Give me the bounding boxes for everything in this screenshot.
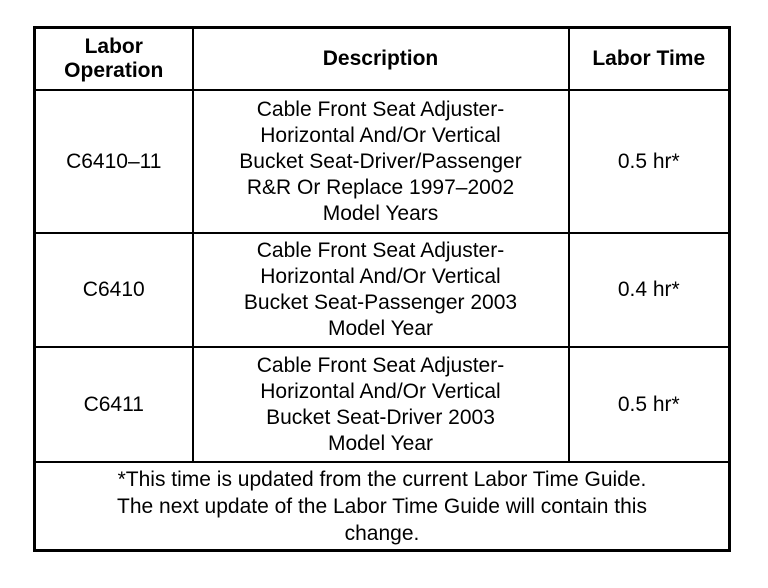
labor-time-cell: 0.4 hr*	[569, 233, 730, 347]
header-labor-time: Labor Time	[569, 28, 730, 91]
description-line: Model Years	[322, 201, 439, 225]
labor-operation-cell: C6410	[35, 233, 193, 347]
footnote-line: The next update of the Labor Time Guide will contain this	[117, 494, 647, 518]
description-cell	[193, 347, 569, 462]
footnote-line: change.	[344, 521, 420, 545]
labor-operation-cell: C6411	[35, 347, 193, 462]
header-row	[35, 28, 730, 91]
header-labor-operation	[35, 28, 193, 91]
labor-time-cell: 0.5 hr*	[569, 90, 730, 233]
table-row	[35, 90, 730, 233]
table-row	[35, 347, 730, 462]
table-row	[35, 233, 730, 347]
footnote-row	[35, 462, 730, 551]
footnote-line: *This time is updated from the current Labor Time Guide.	[117, 467, 647, 491]
description-cell	[193, 233, 569, 347]
description-line: Horizontal And/Or Vertical	[260, 123, 501, 147]
footnote-cell	[35, 462, 730, 551]
description-line: Bucket Seat-Driver 2003	[266, 405, 495, 429]
description-line: Cable Front Seat Adjuster-	[256, 353, 505, 377]
description-line: Cable Front Seat Adjuster-	[256, 239, 505, 262]
description-line: Cable Front Seat Adjuster-	[256, 97, 505, 121]
description-line: Horizontal And/Or Vertical	[260, 265, 501, 288]
description-line: Model Year	[327, 317, 434, 340]
header-labor-operation-line: Labor	[84, 35, 143, 58]
description-line: Horizontal And/Or Vertical	[260, 379, 501, 403]
description-line: Bucket Seat-Passenger 2003	[243, 291, 518, 314]
labor-operation-cell: C6410–11	[35, 90, 193, 233]
description-line: Bucket Seat-Driver/Passenger	[239, 149, 522, 173]
description-cell	[193, 90, 569, 233]
header-description: Description	[193, 28, 569, 91]
header-labor-operation-line: Operation	[64, 59, 164, 82]
labor-time-cell: 0.5 hr*	[569, 347, 730, 462]
labor-time-table	[33, 26, 731, 552]
description-line: R&R Or Replace 1997–2002	[246, 175, 515, 199]
description-line: Model Year	[327, 431, 434, 455]
